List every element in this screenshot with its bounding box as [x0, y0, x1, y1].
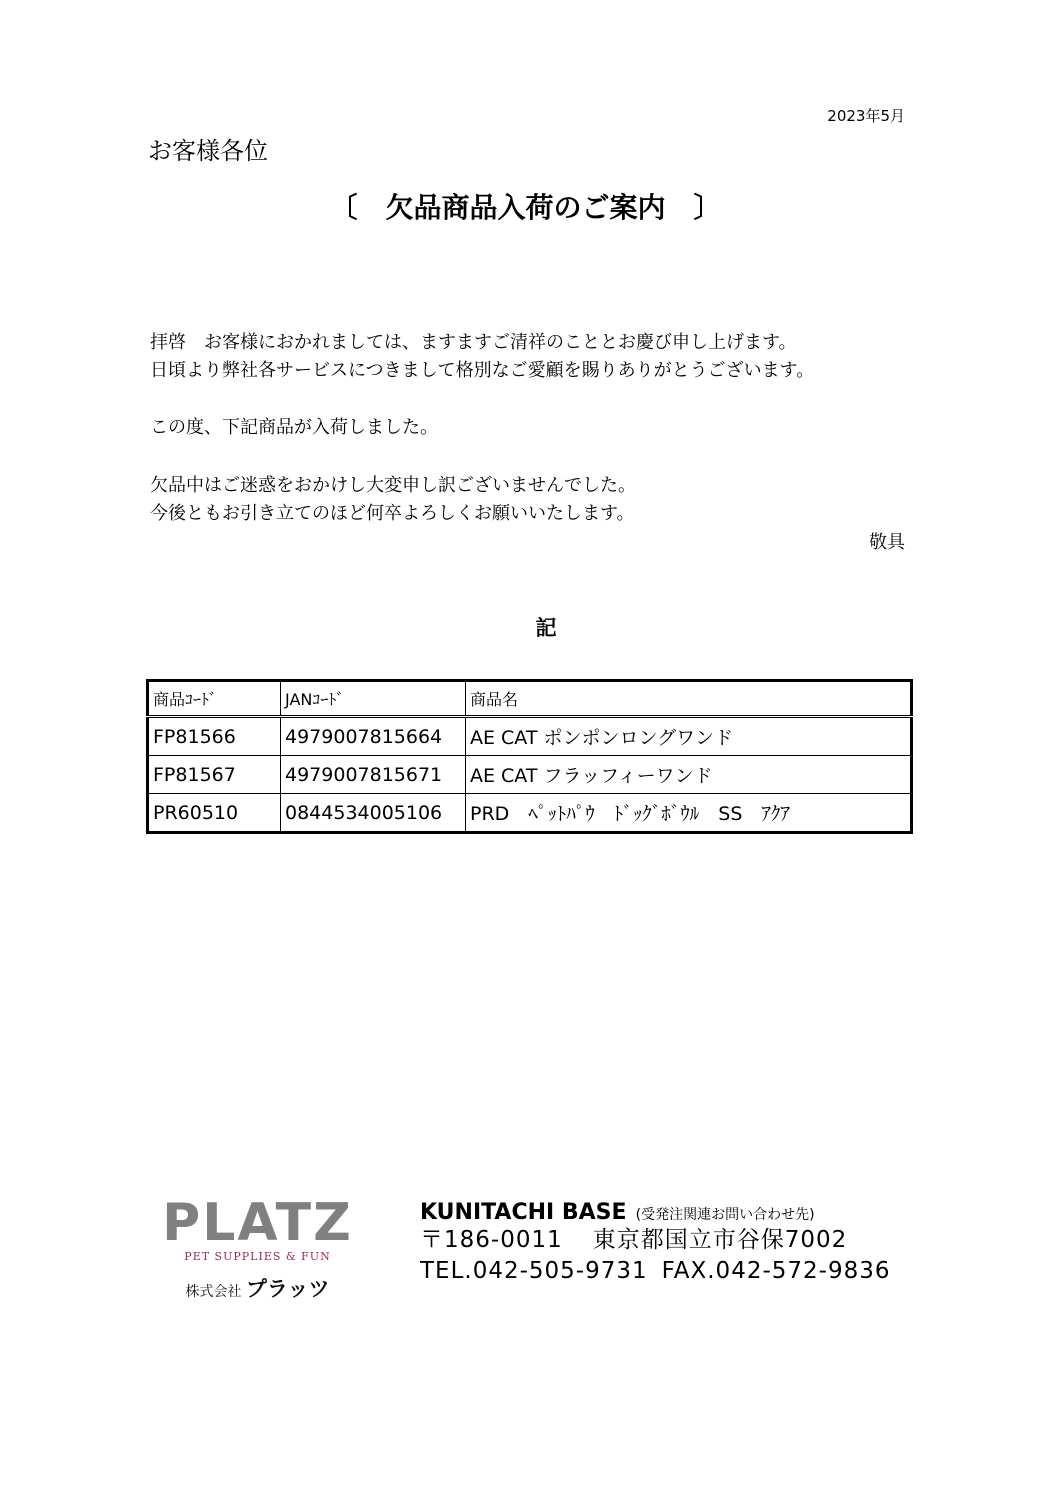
- header-product-code: 商品ｺｰﾄﾞ: [148, 681, 281, 717]
- corp-prefix: 株式会社: [185, 1284, 242, 1300]
- greeting-line-2: 日頃より弊社各サービスにつきまして格別なご愛顧を賜りありがとうございます。: [150, 360, 815, 381]
- apology-line-2: 今後ともお引き立てのほど何卒よろしくお願いいたします。: [150, 503, 635, 524]
- notice-paragraph: この度、下記商品が入荷しました。: [150, 417, 438, 438]
- base-heading: [420, 1200, 891, 1225]
- header-jan-code: JANｺｰﾄﾞ: [281, 681, 466, 717]
- table-row: [148, 794, 912, 833]
- apology-line-1: 欠品中はご迷惑をおかけし大変申し訳ございませんでした。: [150, 475, 636, 496]
- document-title: 〔 欠品商品入荷のご案内 〕: [329, 191, 722, 224]
- product-name-cell: AE CAT ポンポンロングワンド: [466, 717, 912, 756]
- company-logo: [160, 1195, 355, 1305]
- logo-wordmark: PLATZ: [162, 1193, 353, 1253]
- product-code-cell: FP81567: [148, 756, 281, 794]
- product-name-cell: AE CAT フラッフィーワンド: [466, 756, 912, 794]
- phone-line: [420, 1256, 891, 1287]
- logo-tagline: PET SUPPLIES & FUN: [184, 1250, 331, 1263]
- ki-heading: 記: [535, 616, 557, 640]
- jan-code-cell: 4979007815671: [281, 756, 466, 794]
- base-name: KUNITACHI BASE: [420, 1200, 627, 1225]
- product-code-cell: FP81566: [148, 717, 281, 756]
- logo-corporate-name: [160, 1273, 355, 1303]
- product-table: [146, 679, 913, 834]
- postal-code: 〒186-0011: [420, 1227, 563, 1253]
- jan-code-cell: 0844534005106: [281, 794, 466, 833]
- product-name-cell: PRD ﾍﾟｯﾄﾊﾟｳ ﾄﾞｯｸﾞﾎﾞｳﾙ SS ｱｸｱ: [466, 794, 912, 833]
- product-code-cell: PR60510: [148, 794, 281, 833]
- table-row: [148, 717, 912, 756]
- table-header-row: [148, 681, 912, 717]
- greeting-paragraph: [150, 329, 814, 385]
- fax-number: FAX.042-572-9836: [661, 1258, 891, 1284]
- jan-code-cell: 4979007815664: [281, 717, 466, 756]
- header-product-name: 商品名: [466, 681, 912, 717]
- closing-remark: 敬具: [869, 532, 905, 553]
- address-line: [420, 1225, 891, 1256]
- document-date: 2023年5月: [827, 107, 905, 125]
- addressee: お客様各位: [148, 137, 268, 165]
- street-address: 東京都国立市谷保7002: [592, 1227, 848, 1253]
- contact-block: [420, 1200, 891, 1287]
- greeting-line-1: 拝啓 お客様におかれましては、ますますご清祥のこととお慶び申し上げます。: [150, 332, 797, 353]
- table-row: [148, 756, 912, 794]
- tel-number: TEL.042-505-9731: [420, 1258, 648, 1284]
- apology-paragraph: [150, 472, 636, 528]
- base-note: (受発注関連お問い合わせ先): [635, 1207, 815, 1223]
- corp-name: プラッツ: [245, 1277, 330, 1301]
